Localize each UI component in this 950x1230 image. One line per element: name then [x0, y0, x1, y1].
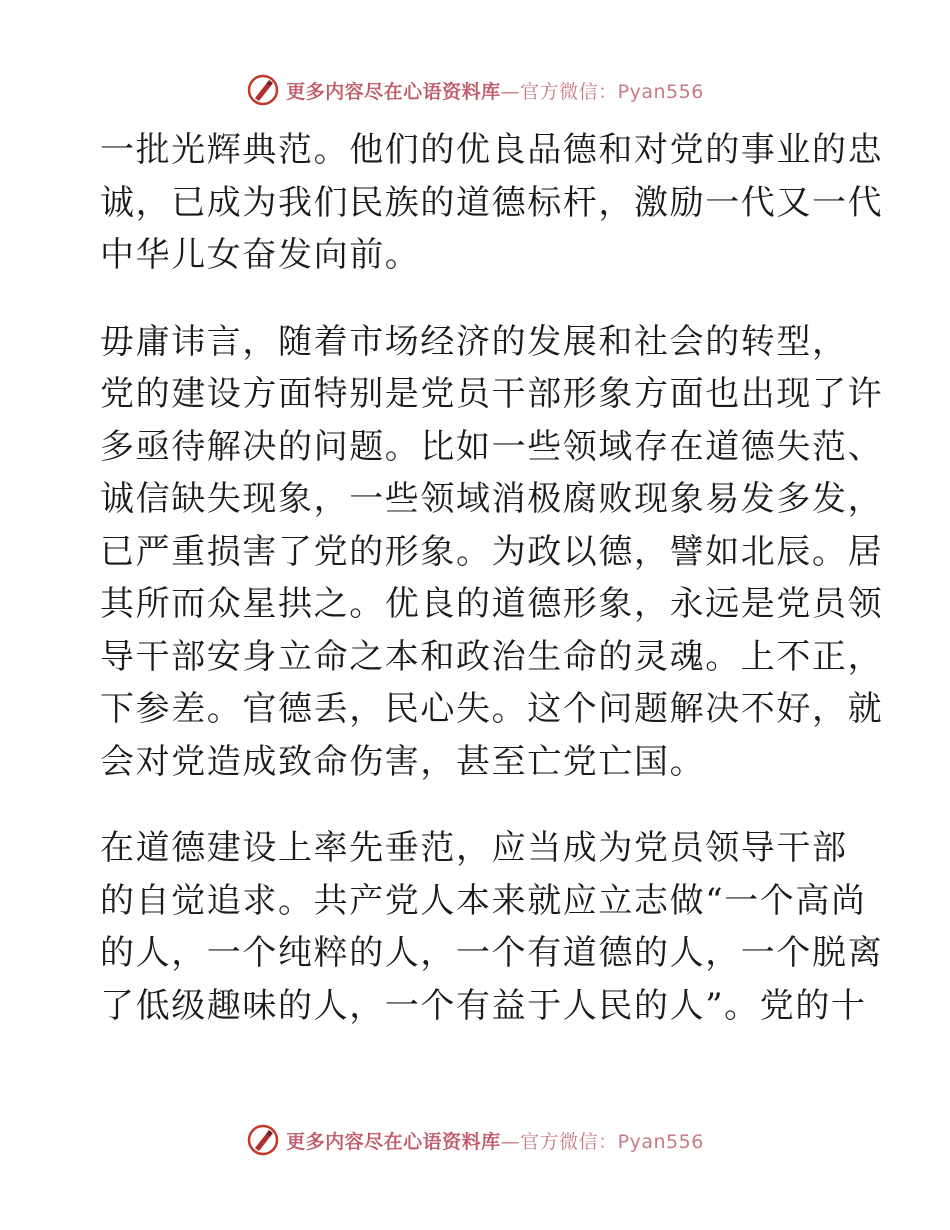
text-line: 诚，已成为我们民族的道德标杆，激励一代又一代: [100, 182, 884, 223]
text-line: 在道德建设上率先垂范，应当成为党员领导干部: [100, 828, 848, 868]
pen-logo-icon: [246, 73, 280, 107]
text-line: 多亟待解决的问题。比如一些领域存在道德失范、: [100, 426, 884, 467]
watermark-wechat-text: —官方微信：Pyan556: [500, 80, 704, 103]
watermark-text: [286, 1127, 704, 1154]
text-line: 中华儿女奋发向前。: [100, 235, 421, 275]
text-line: 导干部安身立命之本和政治生命的灵魂。上不正，: [100, 636, 884, 677]
text-line: 其所而众星拱之。优良的道德形象，永远是党员领: [100, 584, 884, 624]
pen-logo-icon: [246, 1123, 280, 1157]
footer-watermark-banner: [0, 1120, 950, 1160]
text-line: 了低级趣味的人，一个有益于人民的人”。党的十: [100, 985, 867, 1026]
text-line: 下参差。官德丢，民心失。这个问题解决不好，就: [100, 689, 884, 729]
document-body: [100, 124, 884, 1032]
text-line: 党的建设方面特别是党员干部形象方面也出现了许: [100, 374, 884, 414]
header-watermark-banner: [0, 70, 950, 110]
paragraph-gap: [100, 282, 860, 316]
watermark-wechat-text: —官方微信：Pyan556: [500, 1130, 704, 1153]
text-line: 已严重损害了党的形象。为政以德，譬如北辰。居: [100, 531, 884, 572]
text-line: 的人，一个纯粹的人，一个有道德的人，一个脱离: [100, 933, 884, 973]
watermark-site-text: 更多内容尽在心语资料库: [286, 80, 501, 103]
text-line: 毋庸讳言，随着市场经济的发展和社会的转型，: [100, 321, 848, 362]
watermark-text: [286, 77, 704, 104]
text-line: 一批光辉典范。他们的优良品德和对党的事业的忠: [100, 130, 884, 170]
watermark-site-text: 更多内容尽在心语资料库: [286, 1130, 501, 1153]
text-line: 诚信缺失现象，一些领域消极腐败现象易发多发，: [100, 479, 884, 519]
text-line: 的自觉追求。共产党人本来就应立志做“一个高尚: [100, 880, 867, 921]
text-line: 会对党造成致命伤害，甚至亡党亡国。: [100, 741, 706, 782]
paragraph-gap: [100, 788, 860, 822]
